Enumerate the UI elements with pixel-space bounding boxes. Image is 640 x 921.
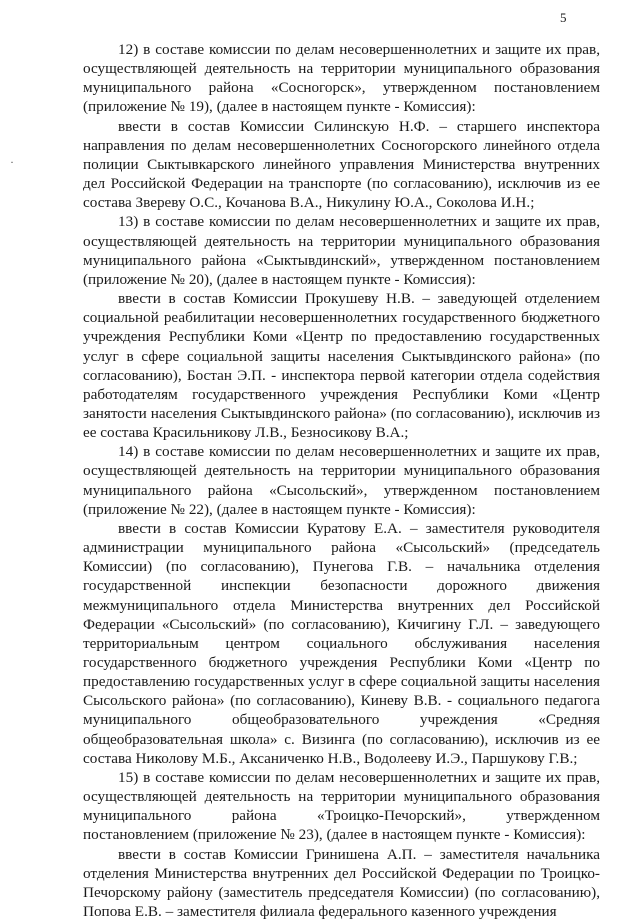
paragraph-item-13-changes: ввести в состав Комиссии Прокушеву Н.В. – заведующей отделением социальной реабилитации несовершеннолетних государственного бюджетного учреждения Республики Коми «Центр по предоставлению государственных услуг в сфере социальной защиты населения Сыктывдинского района» (по согласованию), Бостан Э.П. - инспектора первой категории отдела содействия работодателям государственного учреждения Республики Коми «Центр занятости населения Сыктывдинского района» (по согласованию), исключив из ее состава Красильникову Л.В., Безносикову В.А.; [83, 290, 600, 442]
margin-mark: · [10, 155, 14, 169]
page-number: 5 [560, 10, 567, 25]
paragraph-item-15-changes: ввести в состав Комиссии Гринишена А.П. – заместителя начальника отделения Министерства внутренних дел Российской Федерации по Троицко-Печорскому району (заместитель председателя Комиссии) (по согласованию), Попова Е.В. – заместителя филиала федерального казенного учреждения [83, 845, 600, 921]
paragraph-item-12-changes: ввести в состав Комиссии Силинскую Н.Ф. – старшего инспектора направления по делам несовершеннолетних Сосногорского линейного отдела полиции Сыктывкарского линейного управления Министерства внутренних дел Российской Федерации на транспорте (по согласованию), исключив из ее состава Звереву О.С., Кочанова В.А., Никулину Ю.А., Соколова И.Н.; [83, 117, 600, 212]
document-body [83, 40, 600, 921]
paragraph-item-13: 13) в составе комиссии по делам несовершеннолетних и защите их прав, осуществляющей деятельность на территории муниципального образования муниципального района «Сыктывдинский», утвержденном постановлением (приложение № 20), (далее в настоящем пункте - Комиссия): [83, 213, 600, 288]
paragraph-item-12: 12) в составе комиссии по делам несовершеннолетних и защите их прав, осуществляющей деятельность на территории муниципального образования муниципального района «Сосногорск», утвержденном постановлением (приложение № 19), (далее в настоящем пункте - Комиссия): [83, 41, 600, 116]
paragraph-item-14: 14) в составе комиссии по делам несовершеннолетних и защите их прав, осуществляющей деятельность на территории муниципального образования муниципального района «Сысольский», утвержденном постановлением (приложение № 22), (далее в настоящем пункте - Комиссия): [83, 443, 600, 518]
paragraph-item-14-changes: ввести в состав Комиссии Куратову Е.А. – заместителя руководителя администрации муниципального района «Сысольский» (председатель Комиссии) (по согласованию), Пунегова Г.В. – начальника отделения государственной инспекции безопасности дорожного движения межмуниципального отдела Министерства внутренних дел Российской Федерации «Сысольский» (по согласованию), Кичигину Г.Л. – заведующего территориальным центром социального обслуживания населения государственного бюджетного учреждения Республики Коми «Центр по предоставлению государственных услуг в сфере социальной защиты населения Сысольского района» (по согласованию), Киневу В.В. - социального педагога муниципального общеобразовательного учреждения «Средняя общеобразовательная школа» с. Визинга (по согласованию), исключив из ее состава Николову М.Б., Аксаниченко Н.В., Водолееву И.Э., Паршукову Г.В.; [83, 519, 600, 767]
paragraph-item-15: 15) в составе комиссии по делам несовершеннолетних и защите их прав, осуществляющей деятельность на территории муниципального образования муниципального района «Троицко-Печорский», утвержденном постановлением (приложение № 23), (далее в настоящем пункте - Комиссия): [83, 768, 600, 844]
